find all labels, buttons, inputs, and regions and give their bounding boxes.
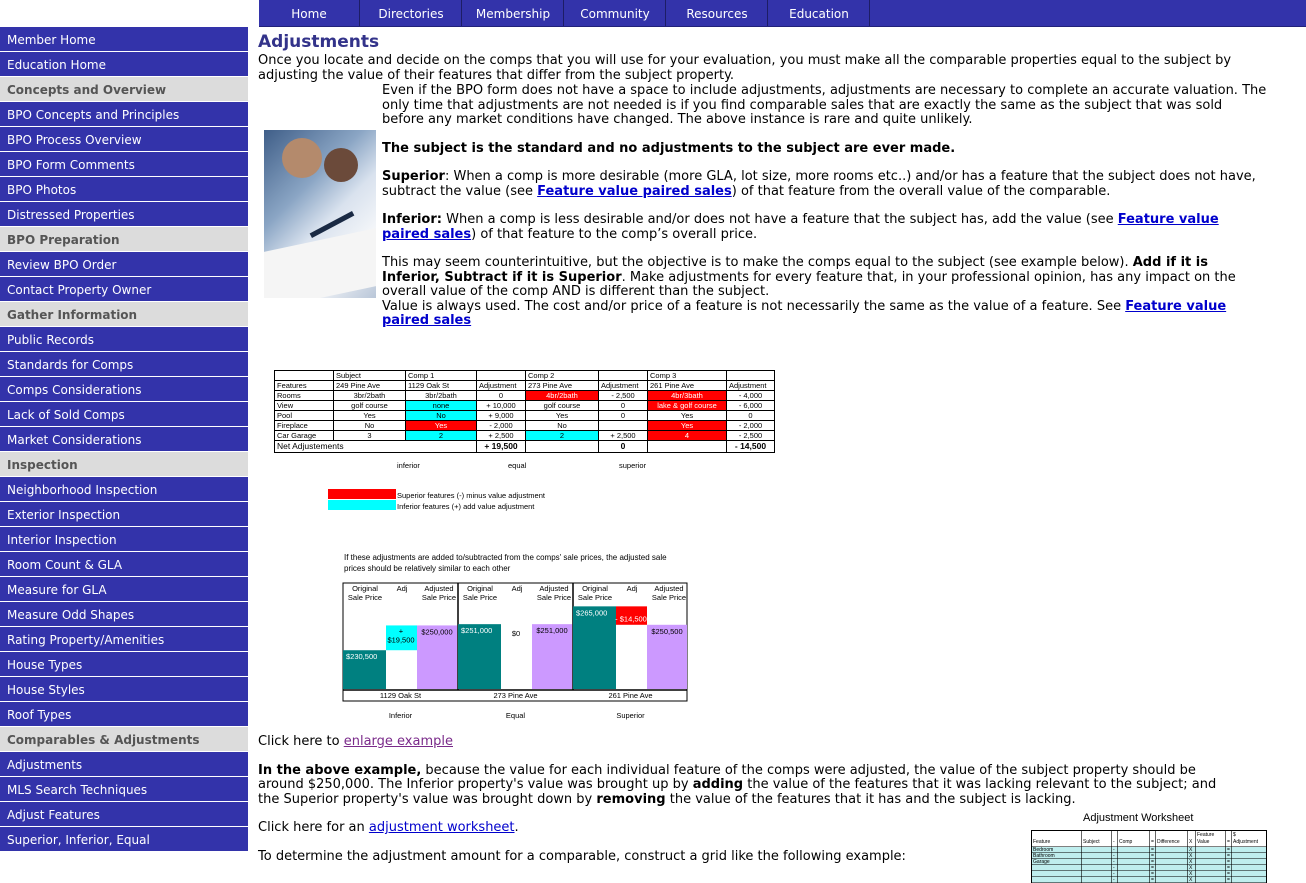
worksheet-operator: = xyxy=(1227,859,1230,865)
worksheet-operator: - xyxy=(1113,865,1115,871)
sidebar-item-distressed-properties[interactable]: Distressed Properties xyxy=(0,202,248,227)
superior-label: Superior xyxy=(382,169,445,184)
worksheet-header: = xyxy=(1151,839,1154,845)
table-net-cell: 0 xyxy=(599,441,648,453)
table-net-cell: + 19,500 xyxy=(477,441,526,453)
bar-adjusted-label: $250,500 xyxy=(651,626,683,636)
sidebar-item-house-types[interactable]: House Types xyxy=(0,652,248,677)
table-cell: Fireplace xyxy=(275,421,334,431)
sidebar-item-education-home[interactable]: Education Home xyxy=(0,52,248,77)
enlarge-example-line xyxy=(258,735,1268,750)
sidebar-item-exterior-inspection[interactable]: Exterior Inspection xyxy=(0,502,248,527)
worksheet-header: X xyxy=(1189,839,1193,845)
chart-group-name: 1129 Oak St xyxy=(379,691,422,700)
sidebar-heading-concepts-and-overview: Concepts and Overview xyxy=(0,77,248,102)
table-cell: 3br/2bath xyxy=(334,391,406,401)
worksheet-operator: - xyxy=(1113,877,1115,883)
table-cell: 261 Pine Ave xyxy=(648,381,727,391)
sidebar-item-mls-search-techniques[interactable]: MLS Search Techniques xyxy=(0,777,248,802)
sidebar-item-lack-of-sold-comps[interactable]: Lack of Sold Comps xyxy=(0,402,248,427)
worksheet-row-label: Garage xyxy=(1033,859,1050,865)
chart-group-label: Superior xyxy=(616,711,645,720)
worksheet-operator: = xyxy=(1151,853,1154,859)
table-cell: Rooms xyxy=(275,391,334,401)
worksheet-operator: - xyxy=(1113,871,1115,877)
worksheet-header: Comp xyxy=(1119,839,1133,845)
legend-swatch-cyan xyxy=(328,500,396,510)
inferior-label: Inferior: xyxy=(382,212,442,227)
chart-group-label: Equal xyxy=(505,711,526,720)
chart-col-header: Adjusted xyxy=(424,584,454,593)
worksheet-header: = xyxy=(1227,839,1230,845)
worksheet-operator: - xyxy=(1113,859,1115,865)
worksheet-operator: X xyxy=(1189,865,1193,871)
table-header-row-1 xyxy=(275,371,775,381)
table-label-inferior: inferior xyxy=(397,461,420,470)
table-cell: Subject xyxy=(334,371,406,381)
table-row xyxy=(275,421,775,431)
table-cell: Yes xyxy=(526,411,599,421)
nav-membership[interactable]: Membership xyxy=(463,0,564,26)
adjustment-worksheet-link[interactable]: adjustment worksheet xyxy=(368,820,515,835)
chart-col-header: Sale Price xyxy=(536,593,572,602)
worksheet-operator: X xyxy=(1189,859,1193,865)
worksheet-header: Feature xyxy=(1033,839,1051,845)
table-cell: Comp 1 xyxy=(406,371,477,381)
table-cell: 0 xyxy=(477,391,526,401)
worksheet-operator: = xyxy=(1227,847,1230,853)
top-navigation xyxy=(0,0,1306,27)
table-cell xyxy=(599,421,648,431)
table-cell: golf course xyxy=(334,401,406,411)
page-title: Adjustments xyxy=(258,32,380,52)
worksheet-operator: X xyxy=(1189,877,1193,883)
table-cell: + 2,500 xyxy=(599,431,648,441)
table-cell: + 10,000 xyxy=(477,401,526,411)
worksheet-header: $ xyxy=(1233,832,1236,838)
table-cell: Adjustment xyxy=(477,381,526,391)
main-content xyxy=(258,30,1268,329)
paragraph-above-example xyxy=(258,764,1218,808)
bar-original xyxy=(573,606,616,689)
sidebar-item-house-styles[interactable]: House Styles xyxy=(0,677,248,702)
table-cell: - 2,500 xyxy=(727,431,775,441)
table-cell: Yes xyxy=(648,421,727,431)
worksheet-operator: = xyxy=(1151,847,1154,853)
table-cell: golf course xyxy=(526,401,599,411)
table-cell: 4br/3bath xyxy=(648,391,727,401)
worksheet-operator: X xyxy=(1189,871,1193,877)
nav-resources[interactable]: Resources xyxy=(667,0,768,26)
bar-original-label: $251,000 xyxy=(461,626,493,636)
table-cell: Adjustment xyxy=(727,381,775,391)
enlarge-example-link[interactable]: enlarge example xyxy=(343,734,453,749)
chart-col-header: Adjusted xyxy=(539,584,569,593)
table-net-row xyxy=(275,441,775,453)
worksheet-operator: = xyxy=(1227,865,1230,871)
table-cell: 249 Pine Ave xyxy=(334,381,406,391)
sidebar-item-member-home[interactable]: Member Home xyxy=(0,27,248,52)
chart-col-header: Sale Price xyxy=(421,593,457,602)
sidebar-item-review-bpo-order[interactable]: Review BPO Order xyxy=(0,252,248,277)
table-cell: Pool xyxy=(275,411,334,421)
table-cell: + 9,000 xyxy=(477,411,526,421)
table-cell: Car Garage xyxy=(275,431,334,441)
feature-value-paired-sales-link-2[interactable]: Feature value paired sales xyxy=(382,212,1219,242)
inferior-text-b: ) of that feature to the comp’s overall price. xyxy=(471,226,758,242)
chart-group-name: 273 Pine Ave xyxy=(493,691,538,700)
paragraph-subject-standard: The subject is the standard and no adjustments to the subject are ever made. xyxy=(382,140,956,156)
worksheet-header: Difference xyxy=(1157,839,1180,845)
worksheet-operator: = xyxy=(1151,877,1154,883)
table-cell: Yes xyxy=(648,411,727,421)
click-here-text-1: Click here to xyxy=(258,734,344,749)
counterintuitive-text-a: This may seem counterintuitive, but the objective is to make the comps equal to the subject (see example below). xyxy=(382,255,1133,270)
bar-adjustment-label: $19,500 xyxy=(387,635,415,645)
chart-col-header: Adj xyxy=(511,584,523,593)
worksheet-header: Adjustment xyxy=(1233,839,1259,845)
worksheet-header: Subject xyxy=(1083,839,1100,845)
sidebar-item-standards-for-comps[interactable]: Standards for Comps xyxy=(0,352,248,377)
chart-col-header: Adj xyxy=(396,584,408,593)
paragraph-inferior xyxy=(382,213,1268,242)
superior-text-a: : When a comp is more desirable (more GLA, lot size, more rooms etc..) and/or has a feature that the subject does not have, subtract the value (see xyxy=(382,169,1256,199)
worksheet-operator: = xyxy=(1227,853,1230,859)
chart-col-header: Original xyxy=(352,584,378,593)
table-cell: 2 xyxy=(526,431,599,441)
table-net-cell xyxy=(526,441,599,453)
sidebar-item-bpo-form-comments[interactable]: BPO Form Comments xyxy=(0,152,248,177)
table-label-superior: superior xyxy=(619,461,647,470)
sidebar-item-measure-odd-shapes[interactable]: Measure Odd Shapes xyxy=(0,602,248,627)
sidebar-heading-gather-information: Gather Information xyxy=(0,302,248,327)
worksheet-header: Feature xyxy=(1197,832,1215,838)
adding-bold: adding xyxy=(692,777,744,792)
sidebar-item-room-count-gla[interactable]: Room Count & GLA xyxy=(0,552,248,577)
add-subtract-rule: Add if it is Inferior, Subtract if it is Superior xyxy=(382,255,1208,285)
table-cell: 2 xyxy=(406,431,477,441)
table-cell: 0 xyxy=(727,411,775,421)
table-cell: No xyxy=(406,411,477,421)
bar-adjustment-label: $0 xyxy=(511,629,521,639)
feature-value-paired-sales-link-3[interactable]: Feature value paired sales xyxy=(382,298,1227,328)
grid-instructions: To determine the adjustment amount for a comparable, construct a grid like the following example: xyxy=(258,848,906,864)
table-cell: View xyxy=(275,401,334,411)
table-header-row-2 xyxy=(275,381,775,391)
table-cell: Yes xyxy=(334,411,406,421)
worksheet-operator: = xyxy=(1151,871,1154,877)
table-cell: 4br/2bath xyxy=(526,391,599,401)
legend-inferior-text: Inferior features (+) add value adjustment xyxy=(397,502,535,511)
table-cell: No xyxy=(334,421,406,431)
paragraph-adjustments-needed: Even if the BPO form does not have a space to include adjustments, adjustments are necessary to complete an accurate valuation. The only time that adjustments are not needed is if you find comparable sales that are exactly the same as the subject that was sold before any market conditions have changed. The above instance is rare and quite unlikely. xyxy=(382,83,1267,127)
legend-superior-text: Superior features (-) minus value adjustment xyxy=(397,491,545,500)
sidebar-item-bpo-photos[interactable]: BPO Photos xyxy=(0,177,248,202)
bar-adjusted-label: $251,000 xyxy=(536,626,568,636)
click-here-text-2: Click here for an xyxy=(258,820,369,835)
table-row xyxy=(275,411,775,421)
chart-col-header: Adjusted xyxy=(654,584,684,593)
table-label-equal: equal xyxy=(508,461,527,470)
chart-note: If these adjustments are added to/subtracted from the comps' sale prices, the adjusted sale prices should be relatively similar to each other xyxy=(344,553,667,573)
table-net-cell xyxy=(648,441,727,453)
table-cell: 3br/2bath xyxy=(406,391,477,401)
adjustment-worksheet-thumbnail[interactable] xyxy=(1031,830,1267,883)
counterintuitive-text-b: . Make adjustments for every feature that, in your professional opinion, has any impact on the overall value of the comp AND is different than the subject. xyxy=(382,269,1236,299)
worksheet-operator: = xyxy=(1227,871,1230,877)
worksheet-row-label: Bathroom xyxy=(1033,853,1055,859)
table-cell xyxy=(477,371,526,381)
sidebar-item-measure-for-gla[interactable]: Measure for GLA xyxy=(0,577,248,602)
table-net-cell: - 14,500 xyxy=(727,441,775,453)
photo-person-2 xyxy=(324,148,358,182)
worksheet-header: Value xyxy=(1197,839,1210,845)
worksheet-operator: = xyxy=(1151,865,1154,871)
sidebar-item-roof-types[interactable]: Roof Types xyxy=(0,702,248,727)
table-cell: 0 xyxy=(599,401,648,411)
photo-person-1 xyxy=(282,138,322,178)
top-nav-bar xyxy=(259,0,1306,27)
sidebar-item-interior-inspection[interactable]: Interior Inspection xyxy=(0,527,248,552)
bar-original-label: $230,500 xyxy=(346,652,378,662)
sidebar-heading-comparables-adjustments: Comparables & Adjustments xyxy=(0,727,248,752)
table-cell: 273 Pine Ave xyxy=(526,381,599,391)
sidebar-item-rating-property-amenities[interactable]: Rating Property/Amenities xyxy=(0,627,248,652)
chart-group-label: Inferior xyxy=(388,711,413,720)
table-cell: - 2,000 xyxy=(727,421,775,431)
chart-col-header: Sale Price xyxy=(347,593,383,602)
table-cell: + 2,500 xyxy=(477,431,526,441)
sidebar-item-bpo-concepts-and-principles[interactable]: BPO Concepts and Principles xyxy=(0,102,248,127)
superior-text-b: ) of that feature from the overall value of the comparable. xyxy=(731,183,1111,199)
table-cell: Adjustment xyxy=(599,381,648,391)
worksheet-header: - xyxy=(1113,839,1115,845)
bar-adjustment-label: - $14,500 xyxy=(615,614,647,624)
intro-paragraph: Once you locate and decide on the comps that you will use for your evaluation, you must make all the comparable properties equal to the subject by adjusting the value of their features that differ from the subject property. xyxy=(258,53,1232,83)
table-cell: Features xyxy=(275,381,334,391)
table-cell: - 4,000 xyxy=(727,391,775,401)
table-net-cell: Net Adjustements xyxy=(275,441,477,453)
worksheet-row-label: Bedroom xyxy=(1033,847,1054,853)
sidebar-item-market-considerations[interactable]: Market Considerations xyxy=(0,427,248,452)
worksheet-operator: - xyxy=(1113,853,1115,859)
table-cell: none xyxy=(406,401,477,411)
above-example-bold: In the above example, xyxy=(258,762,422,778)
value-used-text: Value is always used. The cost and/or price of a feature is not necessarily the same as the value of a feature. See xyxy=(382,298,1126,314)
above-example-text-b: the value of the features that it was lacking relevant to the subject; and the Superior property's value was brought down by xyxy=(258,777,1217,807)
chart-col-header: Sale Price xyxy=(577,593,613,602)
table-cell: 0 xyxy=(599,411,648,421)
above-example-text-a: because the value for each individual feature of the comps were adjusted, the value of the subject property should be around $250,000. The Inferior property's value was brought up by xyxy=(258,762,1196,792)
adjustment-example-table xyxy=(274,370,775,453)
worksheet-operator: X xyxy=(1189,853,1193,859)
table-cell: lake & golf course xyxy=(648,401,727,411)
table-cell: - 2,500 xyxy=(599,391,648,401)
nav-directories[interactable]: Directories xyxy=(361,0,462,26)
table-cell: 4 xyxy=(648,431,727,441)
table-cell: No xyxy=(526,421,599,431)
chart-col-header: Original xyxy=(582,584,608,593)
nav-home[interactable]: Home xyxy=(259,0,360,26)
sidebar-item-public-records[interactable]: Public Records xyxy=(0,327,248,352)
sidebar-item-neighborhood-inspection[interactable]: Neighborhood Inspection xyxy=(0,477,248,502)
sidebar-item-superior-inferior-equal[interactable]: Superior, Inferior, Equal xyxy=(0,827,248,852)
sidebar-heading-bpo-preparation: BPO Preparation xyxy=(0,227,248,252)
table-row xyxy=(275,401,775,411)
chart-col-header: Adj xyxy=(626,584,638,593)
worksheet-line-period: . xyxy=(514,820,519,835)
bar-adjusted-label: $250,000 xyxy=(421,627,453,637)
table-cell xyxy=(599,371,648,381)
worksheet-title: Adjustment Worksheet xyxy=(1083,812,1194,824)
sidebar-item-adjustments[interactable]: Adjustments xyxy=(0,752,248,777)
chart-group-name: 261 Pine Ave xyxy=(608,691,653,700)
bar-original-label: $265,000 xyxy=(576,608,608,618)
table-cell: 1129 Oak St xyxy=(406,381,477,391)
table-cell: Comp 3 xyxy=(648,371,727,381)
chart-col-header: Original xyxy=(467,584,493,593)
worksheet-operator: = xyxy=(1227,877,1230,883)
table-row xyxy=(275,391,775,401)
photo-paper xyxy=(264,228,376,298)
worksheet-operator: = xyxy=(1151,859,1154,865)
table-cell xyxy=(275,371,334,381)
sidebar-heading-inspection: Inspection xyxy=(0,452,248,477)
chart-col-header: Sale Price xyxy=(462,593,498,602)
paragraph-counterintuitive xyxy=(382,256,1268,300)
table-cell: Comp 2 xyxy=(526,371,599,381)
removing-bold: removing xyxy=(596,791,666,807)
sidebar xyxy=(0,27,248,852)
nav-education[interactable]: Education xyxy=(769,0,870,26)
table-cell: - 2,000 xyxy=(477,421,526,431)
table-cell xyxy=(727,371,775,381)
bar-adjustment-label: + xyxy=(398,626,404,636)
adjusted-sale-price-chart xyxy=(342,582,692,722)
feature-value-paired-sales-link-1[interactable]: Feature value paired sales xyxy=(537,183,732,199)
above-example-text-c: the value of the features that it has and the subject is lacking. xyxy=(665,791,1076,807)
table-cell: 3 xyxy=(334,431,406,441)
sidebar-item-adjust-features[interactable]: Adjust Features xyxy=(0,802,248,827)
legend-swatch-red xyxy=(328,489,396,499)
sidebar-item-contact-property-owner[interactable]: Contact Property Owner xyxy=(0,277,248,302)
table-cell: - 6,000 xyxy=(727,401,775,411)
paragraph-value-used xyxy=(382,300,1268,329)
business-people-photo xyxy=(264,130,376,298)
nav-community[interactable]: Community xyxy=(565,0,666,26)
worksheet-operator: - xyxy=(1113,847,1115,853)
table-cell: Yes xyxy=(406,421,477,431)
sidebar-item-comps-considerations[interactable]: Comps Considerations xyxy=(0,377,248,402)
chart-col-header: Sale Price xyxy=(651,593,687,602)
paragraph-superior xyxy=(382,170,1268,199)
table-row xyxy=(275,431,775,441)
sidebar-item-bpo-process-overview[interactable]: BPO Process Overview xyxy=(0,127,248,152)
inferior-text-a: When a comp is less desirable and/or does not have a feature that the subject has, add the value (see xyxy=(441,212,1118,227)
worksheet-operator: X xyxy=(1189,847,1193,853)
